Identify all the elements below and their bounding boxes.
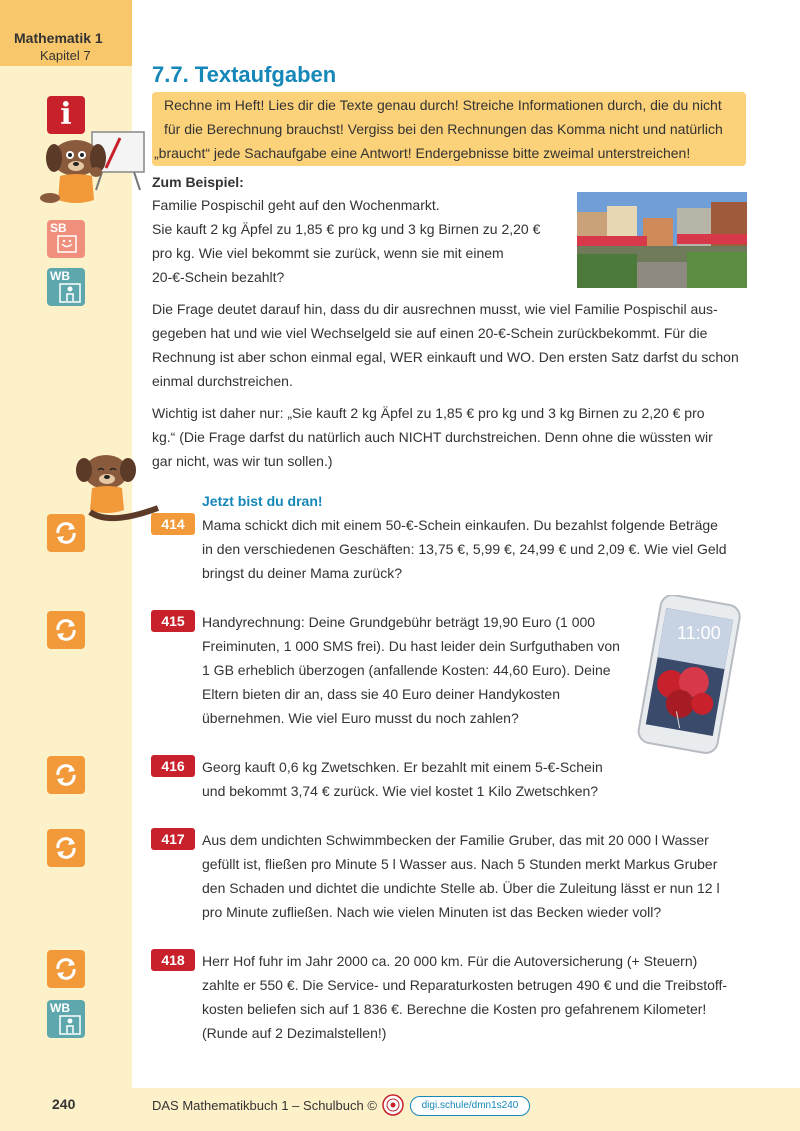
instruction-box: [152, 92, 746, 166]
repeat-icon-418[interactable]: [47, 950, 85, 988]
repeat-icon-416[interactable]: [47, 756, 85, 794]
task-line: Mama schickt dich mit einem 50-€-Schein einkaufen. Du bezahlst folgende Beträge: [202, 517, 718, 533]
paragraph-line: Die Frage deutet darauf hin, dass du dir ausrechnen musst, wie viel Familie Pospischil aus-: [152, 301, 718, 317]
task-line: Handyrechnung: Deine Grundgebühr beträgt 19,90 Euro (1 000: [202, 614, 596, 630]
paragraph-line: einmal durchstreichen.: [152, 373, 293, 389]
task-line: kosten beliefen sich auf 1 836 €. Berechne die Kosten pro gefahrenem Kilometer!: [202, 1001, 707, 1017]
example-line: pro kg. Wie viel bekommt sie zurück, wenn sie mit einem: [152, 245, 504, 261]
paragraph-line: Rechnung ist aber schon einmal egal, WER einkauft und WO. Den ersten Satz darfst du schon: [152, 349, 739, 365]
task-number: 414: [151, 513, 195, 535]
wb-badge-label: WB: [50, 1001, 70, 1015]
task-line: gefüllt ist, fließen pro Minute 5 l Wasser aus. Nach 5 Stunden merkt Markus Gruber: [202, 856, 718, 872]
section-heading: 7.7. Textaufgaben: [152, 62, 337, 87]
example-line: Familie Pospischil geht auf den Wochenmarkt.: [152, 197, 440, 213]
info-icon: i: [47, 96, 85, 134]
sb-badge-label: SB: [50, 221, 67, 235]
task-line: den Schaden und dichtet die undichte Stelle ab. Über die Zuleitung lässt er nun 12 l: [202, 880, 720, 896]
page-number: 240: [52, 1096, 76, 1112]
sb-badge[interactable]: [47, 220, 85, 258]
paragraph-line: gar nicht, was wir tun sollen.): [152, 453, 333, 469]
repeat-icon-414[interactable]: [47, 514, 85, 552]
wb-badge[interactable]: [47, 268, 85, 306]
workbook-icon: [59, 283, 81, 303]
example-label: Zum Beispiel:: [152, 174, 244, 190]
repeat-icon-417[interactable]: [47, 829, 85, 867]
task-line: Aus dem undichten Schwimmbecken der Familie Gruber, das mit 20 000 l Wasser: [202, 832, 709, 848]
wb-badge-418[interactable]: [47, 1000, 85, 1038]
task-number: 417: [151, 828, 195, 850]
digi-link[interactable]: digi.schule/dmn1s240: [410, 1096, 530, 1116]
workbook-icon: [59, 1015, 81, 1035]
task-number: 415: [151, 610, 195, 632]
task-line: Freiminuten, 1 000 SMS frei). Du hast leider dein Surfguthaben von: [202, 638, 620, 654]
publisher-logo-icon: [382, 1094, 404, 1116]
task-line: bringst du deiner Mama zurück?: [202, 565, 402, 581]
instruction-line: Rechne im Heft! Lies dir die Texte genau durch! Streiche Informationen durch, die du nicht: [164, 97, 722, 113]
task-line: Eltern bieten dir an, dass sie 40 Euro deiner Handykosten: [202, 686, 560, 702]
example-line: Sie kauft 2 kg Äpfel zu 1,85 € pro kg und 3 kg Birnen zu 2,20 €: [152, 221, 541, 237]
wb-badge-label: WB: [50, 269, 70, 283]
example-line: 20-€-Schein bezahlt?: [152, 269, 285, 285]
task-number: 416: [151, 755, 195, 777]
task-line: 1 GB erheblich überzogen (anfallende Kosten: 44,60 Euro). Deine: [202, 662, 611, 678]
paragraph-line: gegeben hat und wie viel Wechselgeld sie auf einen 20-€-Schein zurückbekommt. Für die: [152, 325, 708, 341]
task-line: (Runde auf 2 Dezimalstellen!): [202, 1025, 387, 1041]
footer-copyright: DAS Mathematikbuch 1 – Schulbuch ©: [152, 1098, 377, 1113]
practice-heading: Jetzt bist du dran!: [202, 493, 323, 509]
task-line: und bekommt 3,74 € zurück. Wie viel kostet 1 Kilo Zwetschken?: [202, 783, 599, 799]
task-line: Georg kauft 0,6 kg Zwetschken. Er bezahlt mit einem 5-€-Schein: [202, 759, 603, 775]
instruction-line: „braucht“ jede Sachaufgabe eine Antwort! Endergebnisse bitte zweimal unterstreichen!: [154, 145, 691, 161]
market-photo: [577, 192, 747, 288]
book-title: Mathematik 1: [14, 30, 103, 46]
repeat-icon-415[interactable]: [47, 611, 85, 649]
paragraph-line: Wichtig ist daher nur: „Sie kauft 2 kg Äpfel zu 1,85 € pro kg und 3 kg Birnen zu 2,20 € pro: [152, 405, 705, 421]
task-line: in den verschiedenen Geschäften: 13,75 €, 5,99 €, 24,99 € und 2,09 €. Wie viel Geld: [202, 541, 727, 557]
teacher-dog-icon: [40, 128, 150, 208]
smiley-screen-icon: [57, 235, 77, 253]
smartphone-image: [633, 595, 745, 755]
task-line: Herr Hof fuhr im Jahr 2000 ca. 20 000 km. Für die Autoversicherung (+ Steuern): [202, 953, 698, 969]
paragraph-line: kg.“ (Die Frage darfst du natürlich auch NICHT durchstreichen. Denn ohne die wüssten wir: [152, 429, 713, 445]
task-line: pro Minute zufließen. Nach wie vielen Minuten ist das Becken wieder voll?: [202, 904, 662, 920]
book-chapter: Kapitel 7: [40, 48, 91, 63]
task-line: zahlte er 550 €. Die Service- und Reparaturkosten betrugen 490 € und die Treibstoff-: [202, 977, 728, 993]
phone-clock: 11:00: [677, 623, 721, 643]
task-line: übernehmen. Wie viel Euro musst du noch zahlen?: [202, 710, 519, 726]
instruction-line: für die Berechnung brauchst! Vergiss bei den Rechnungen das Komma nicht und natürlich: [164, 121, 723, 137]
task-number: 418: [151, 949, 195, 971]
